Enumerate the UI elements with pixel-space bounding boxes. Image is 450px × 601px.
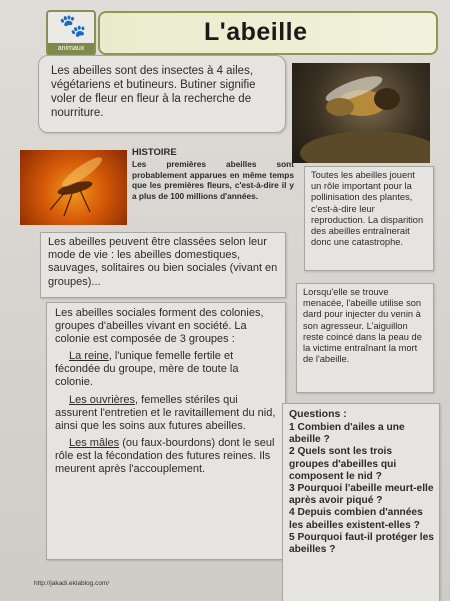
social-bees-box [46, 302, 286, 560]
questions-box [282, 403, 440, 601]
questions-heading: Questions : [289, 408, 347, 420]
pollination-box [304, 166, 434, 271]
pollination-text: Toutes les abeilles jouent un rôle important pour la pollinisation des plantes, c'est-à-dire leur reproduction. La disparition des abeilles entraînerait donc une catastrophe. [311, 170, 424, 248]
question-item: 2 Quels sont les trois groupes d'abeilles qui composent le nid ? [289, 446, 397, 482]
animaux-logo [46, 10, 96, 56]
queen-text: , l'unique femelle fertile et fécondée du groupe, mère de toute la colonie. [55, 350, 239, 389]
page-title: L'abeille [204, 18, 308, 46]
males-label: Les mâles [69, 436, 120, 449]
classes-text: Les abeilles peuvent être classées selon leur mode de vie : les abeilles domestiques, sauvages, solitaires ou bien sociales (vivant en groupes)... [48, 236, 278, 288]
intro-text: Les abeilles sont des insectes à 4 ailes, végétariens et butineurs. Butiner signifie voler de fleur en fleur à la recherche de nourriture. [51, 65, 256, 119]
question-item: 1 Combien d'ailes a une abeille ? [289, 422, 405, 446]
workers-paragraph [55, 394, 279, 433]
males-text: (ou faux-bourdons) dont le seul rôle est la fécondation des futures reines. Ils meurent après l'accouplement. [55, 436, 275, 476]
fossil-insect-photo [20, 150, 127, 225]
history-text: Les premières abeilles sont probablement apparues en même temps que les premières fleurs, c'est-à-dire il y a plus de 100 millions d'années. [132, 159, 294, 201]
history-section [132, 147, 294, 201]
footer-url: http://jakadi.eklablog.com/ [34, 580, 110, 587]
intro-box [38, 55, 286, 133]
question-item: 4 Depuis combien d'années les abeilles existent-elles ? [289, 507, 423, 531]
question-item: 3 Pourquoi l'abeille meurt-elle après avoir piqué ? [289, 483, 434, 507]
logo-caption: animaux [48, 43, 94, 54]
paw-print-icon: 🐾 [59, 13, 87, 38]
males-paragraph [55, 437, 279, 476]
queen-paragraph [55, 350, 279, 389]
bee-photo [292, 63, 430, 163]
queen-label: La reine [69, 350, 109, 363]
stinger-text: Lorsqu'elle se trouve menacée, l'abeille utilise son dard pour injecter du venin à son agresseur. L'aiguillon reste coincé dans la peau de la victime entraînant la mort de l'abeille. [303, 287, 422, 365]
classes-box [40, 232, 286, 298]
question-item: 5 Pourquoi faut-il protéger les abeilles ? [289, 531, 434, 556]
workers-label: Les ouvrières [69, 393, 136, 406]
workers-text: , femelles stériles qui assurent l'entretien et le ravitaillement du nid, ainsi que les soins aux futures abeilles. [55, 393, 276, 432]
history-heading: HISTOIRE [132, 147, 177, 158]
stinger-box [296, 283, 434, 393]
title-banner [98, 11, 438, 55]
social-intro: Les abeilles sociales forment des colonies, groupes d'abeilles vivant en société. La colonie est composée de 3 groupes : [55, 307, 264, 346]
